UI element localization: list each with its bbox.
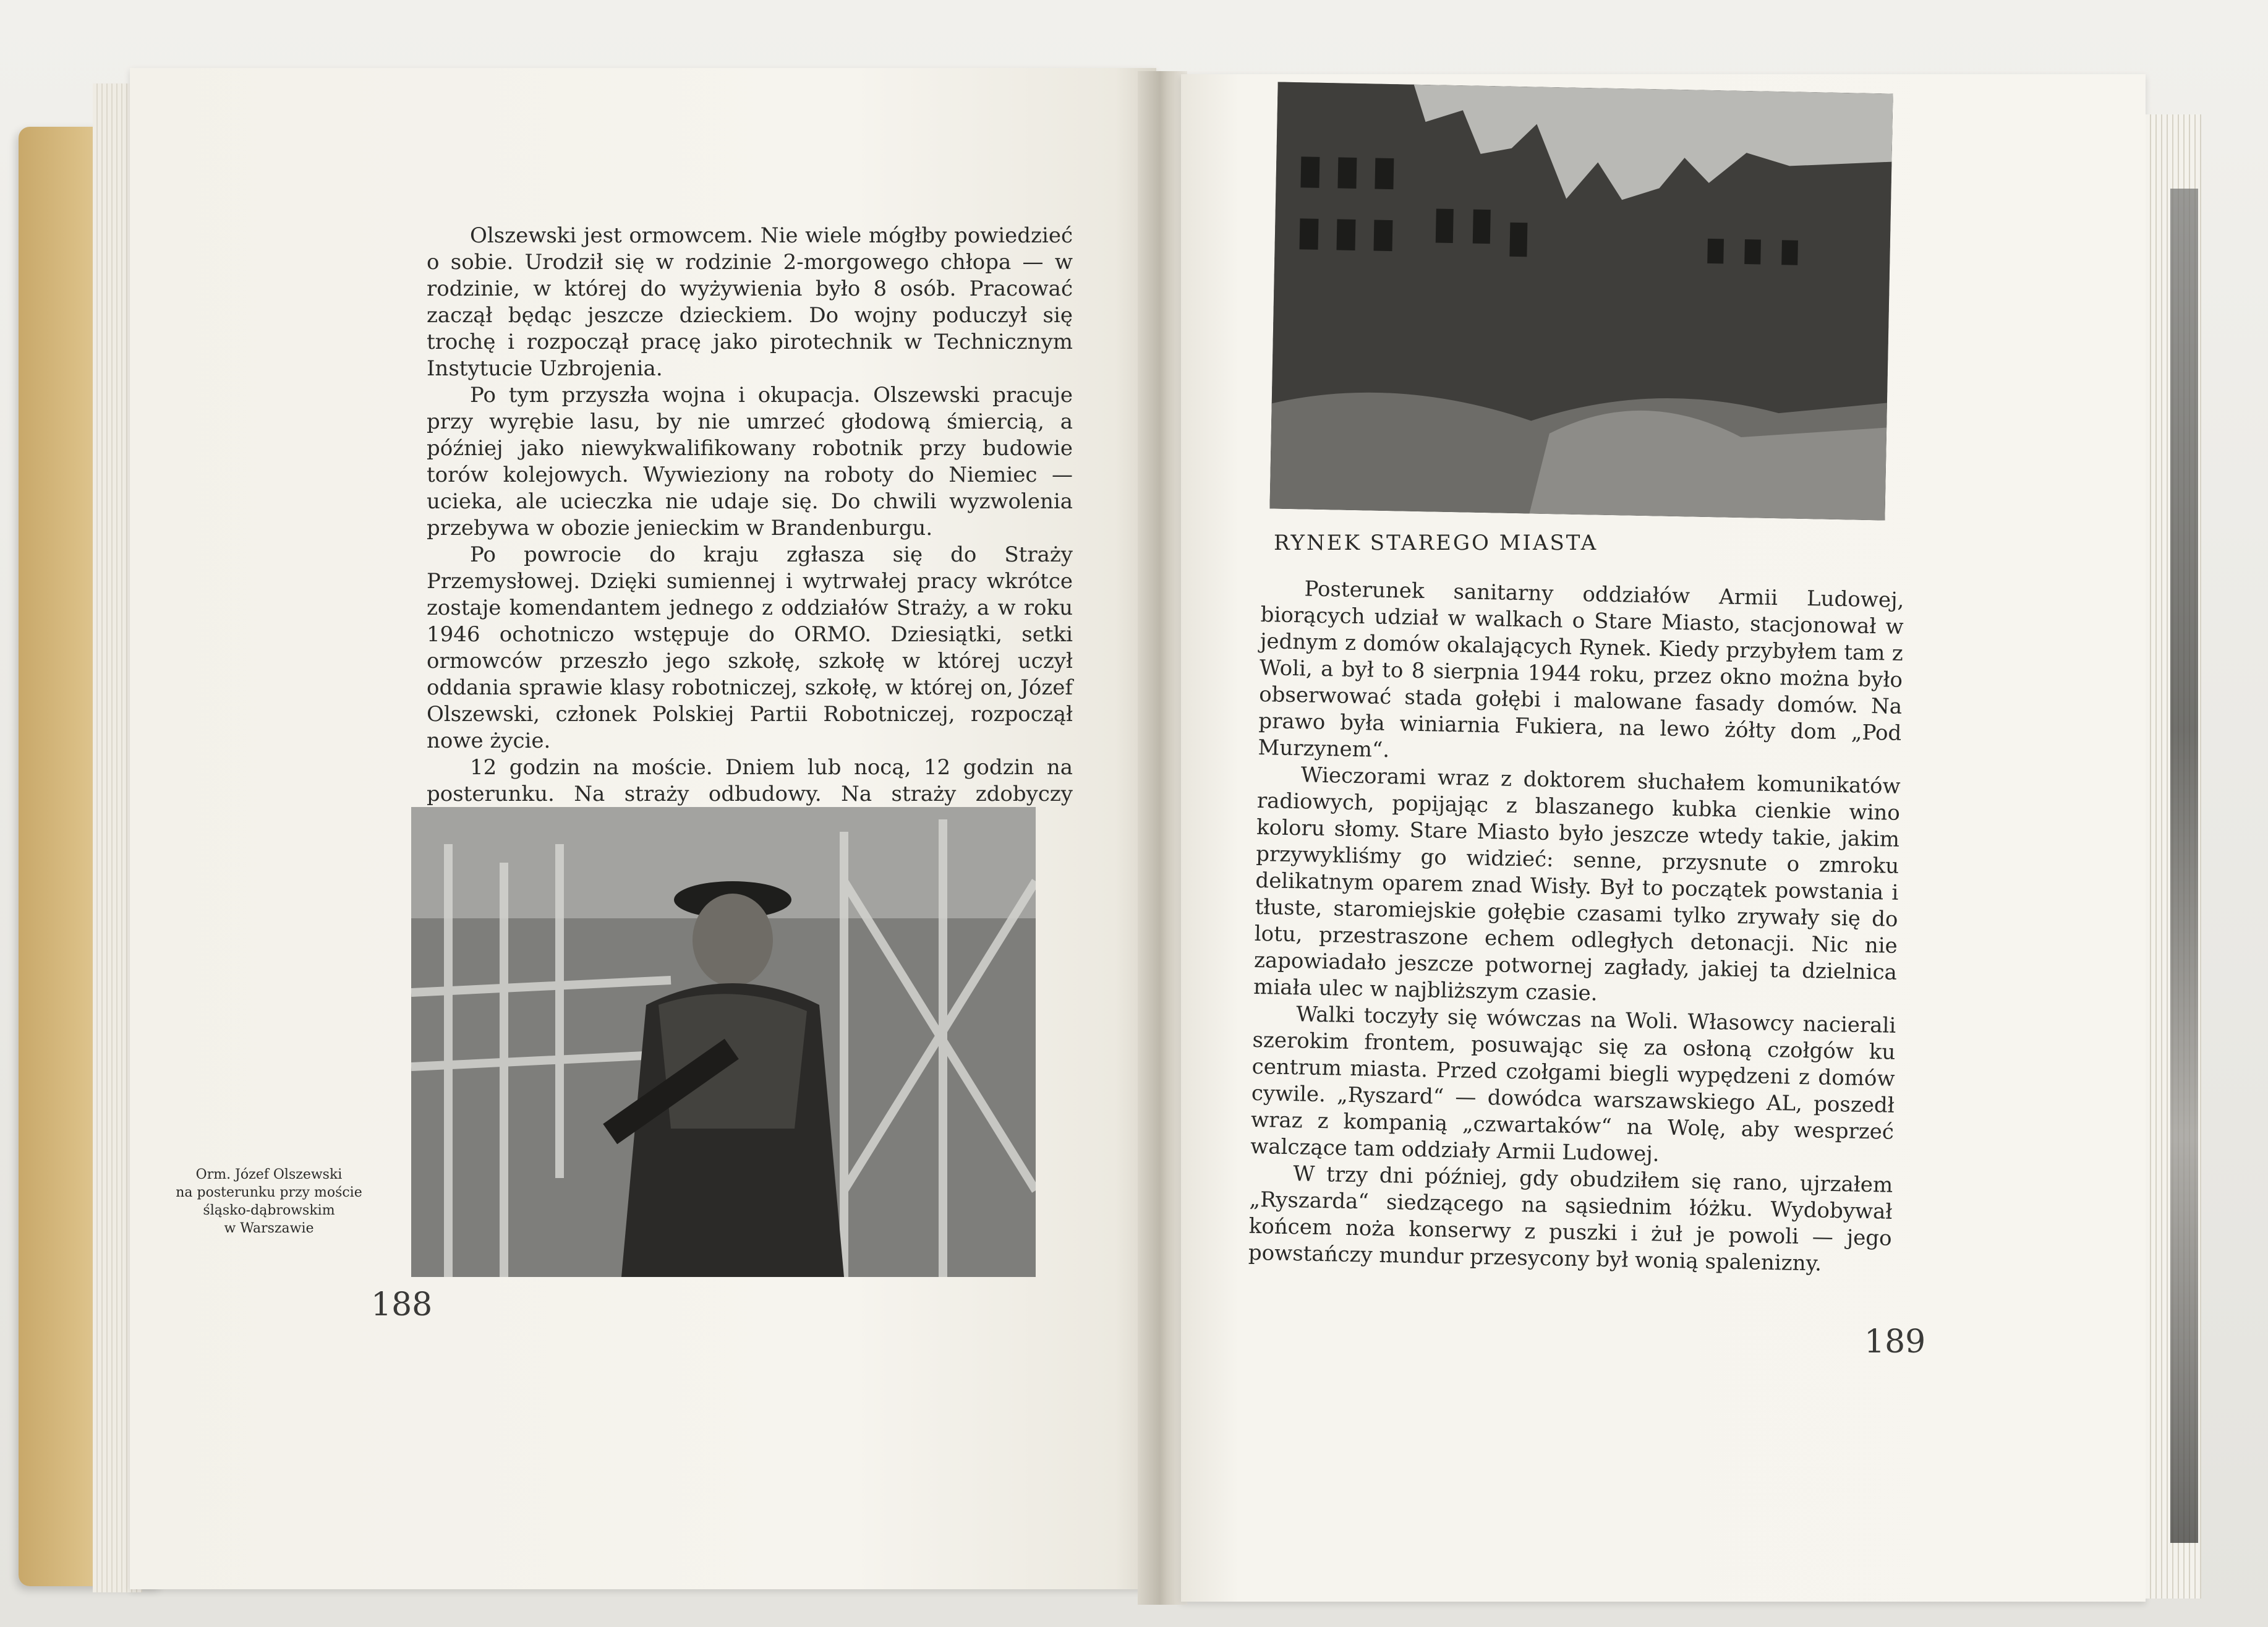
photo-worker-illustration: [411, 807, 1036, 1277]
right-paragraph: Posterunek sanitarny oddziałów Armii Ludowej, biorących udział w walkach o Stare Miasto, stacjonował w jednym z domów okalających Rynek. Kiedy przybyłem tam z Woli, a był to 8 sierpnia 1944 roku, przez okno można było obserwować stada gołębi i malowane fasady domów. Na prawo była winiarnia Fukiera, na lewo żółty dom „Pod Murzynem“.: [1258, 576, 1904, 763]
right-paragraph: W trzy dni później, gdy obudziłem się rano, ujrzałem „Ryszarda“ siedzącego na sąsiednim łóżku. Wydobywał końcem noża konserwy z puszki i żuł je powoli — jego powstańczy mundur przesycony był wonią spalenizny.: [1248, 1161, 1893, 1276]
caption-line: śląsko-dąbrowskim: [203, 1203, 335, 1218]
left-paragraph: 12 godzin na moście. Dniem lub nocą, 12 godzin na posterunku. Na straży odbudowy. Na straży zdobyczy: [427, 755, 1073, 806]
left-paragraph: Olszewski jest ormowcem. Nie wiele mógłby powiedzieć o sobie. Urodził się w rodzinie 2-morgowego chłopa — w rodzinie, w której do wyżywienia było 8 osób. Pracować zaczął będąc jeszcze dzieckiem. Do wojny poduczył się trochę i rozpoczął pracę jako pirotechnik w Technicznym Instytucie Uzbrojenia.: [427, 223, 1073, 381]
right-paragraph: Walki toczyły się wówczas na Woli. Własowcy nacierali szerokim frontem, posuwając się za osłoną czołgów ku centrum miasta. Przed czołgami biegli wypędzeni z domów cywile. „Ryszard“ — dowódca warszawskiego AL, poszedł wraz z kompanią „czwartaków“ na Wolę, aby wesprzeć walczące tam oddziały Armii Ludowej.: [1250, 1002, 1896, 1167]
photo-caption: [164, 1166, 374, 1237]
section-heading: RYNEK STAREGO MIASTA: [1274, 531, 1598, 555]
left-paragraph: Po powrocie do kraju zgłasza się do Straży Przemysłowej. Dzięki sumiennej i wytrwałej pracy wkrótce zostaje komendantem jednego z oddziałów Straży, a w roku 1946 ochotniczo wstępuje do ORMO. Dziesiątki, setki ormowców przeszło jego szkołę, szkołę w której uczył oddania sprawie klasy robotniczej, szkołę, w której on, Józef Olszewski, członek Polskiej Partii Robotniczej, rozpoczął nowe życie.: [427, 542, 1073, 753]
right-paragraph: Wieczorami wraz z doktorem słuchałem komunikatów radiowych, popijając z blaszanego kubka cienkie wino koloru słomy. Stare Miasto było jeszcze wtedy takie, jakim przywykliśmy go widzieć: senne, przysnute o zmroku delikatnym oparem znad Wisły. Był to początek powstania i tłuste, staromiejskie gołębie czasami tylko zrywały się do lotu, przestraszone echem odległych detonacji. Nic nie zapowiadało jeszcze potwornej zagłady, jakiej ta dzielnica miała ulec w najbliższym czasie.: [1253, 762, 1901, 1006]
page-number-left: 188: [371, 1286, 433, 1323]
right-page-body: [1248, 575, 1904, 1279]
book-gutter: [1138, 71, 1187, 1605]
caption-line: Orm. Józef Olszewski: [195, 1167, 343, 1182]
caption-line: na posterunku przy moście: [176, 1185, 362, 1200]
page-number-right: 189: [1864, 1323, 1926, 1360]
caption-line: w Warszawie: [224, 1221, 314, 1236]
next-page-photo-edge: [2170, 189, 2198, 1543]
left-paragraph: Po tym przyszła wojna i okupacja. Olszewski pracuje przy wyrębie lasu, by nie umrzeć głodową śmiercią, a później jako niewykwalifikowany robotnik przy budowie torów kolejowych. Wywieziony na roboty do Niemiec — ucieka, ale ucieczka nie udaje się. Do chwili wyzwolenia przebywa w obozie jenieckim w Brandenburgu.: [427, 383, 1073, 540]
photo-old-town-ruins: [1269, 82, 1893, 521]
photo-ruins-illustration: [1269, 82, 1893, 521]
photo-militiaman-on-bridge: [411, 807, 1036, 1277]
left-page-body: [427, 223, 1073, 834]
